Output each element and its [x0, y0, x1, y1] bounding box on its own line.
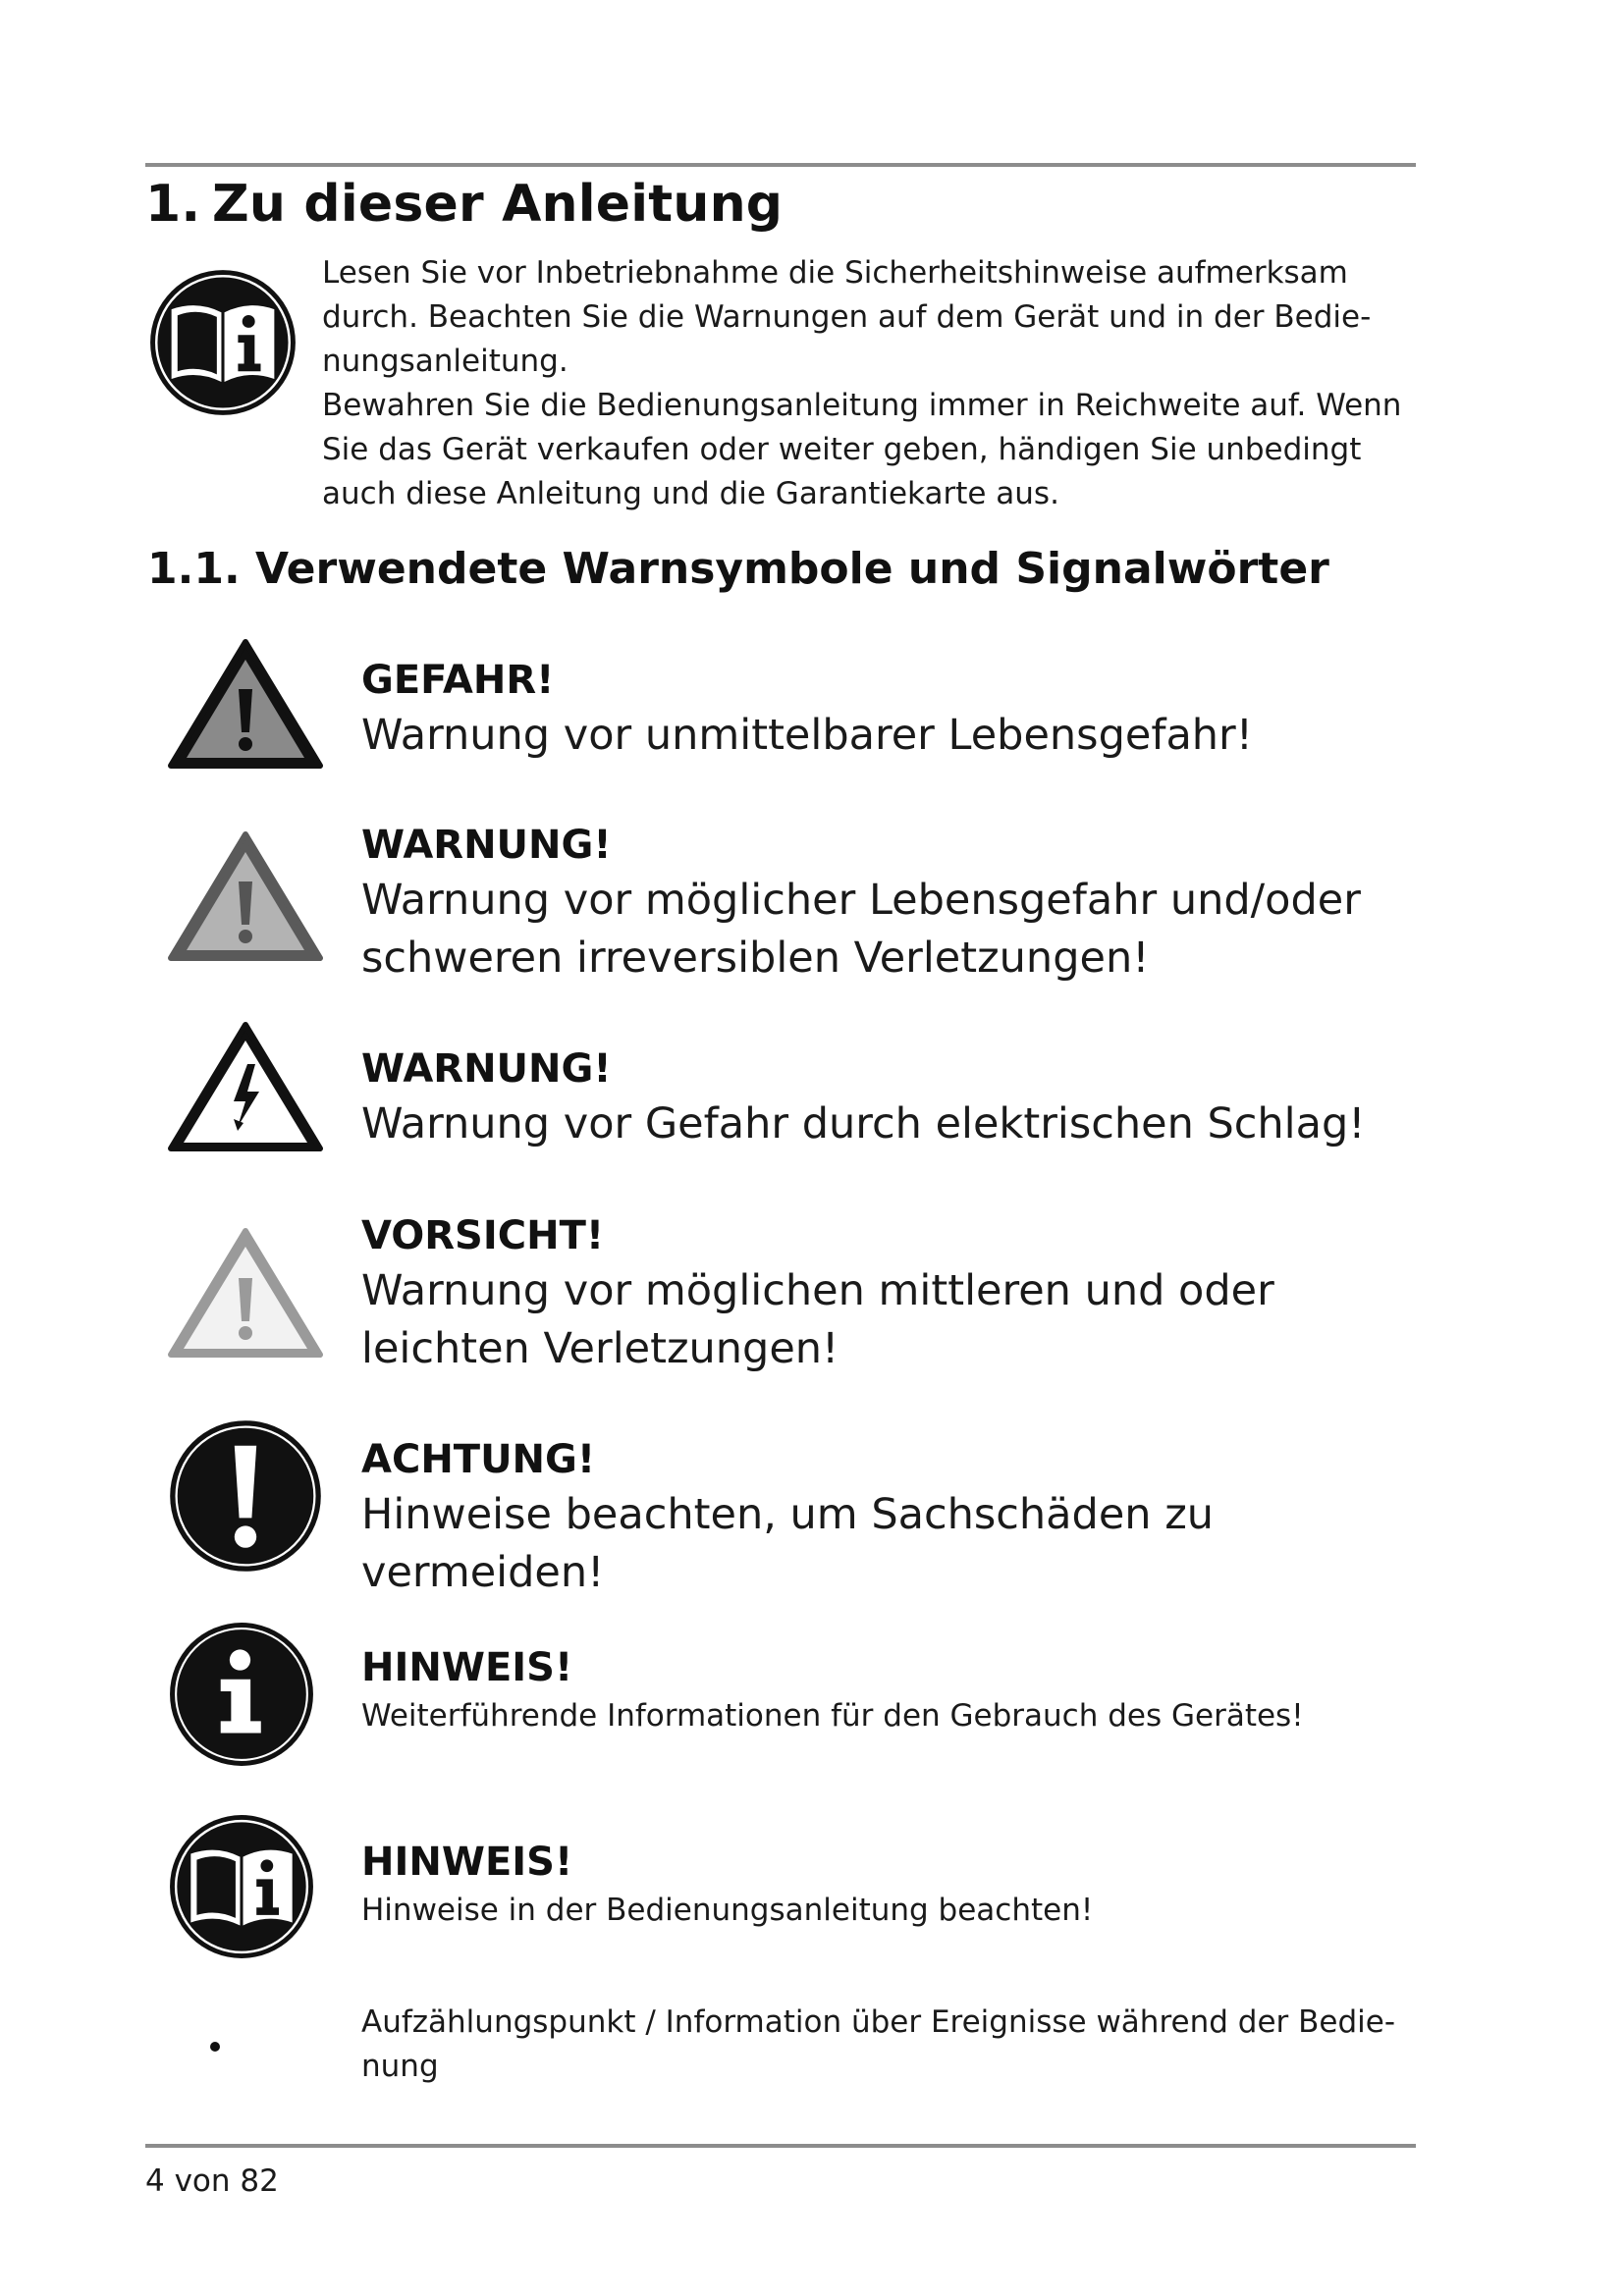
- symbol-entry: [361, 1641, 1422, 1737]
- top-divider: [145, 163, 1416, 167]
- signal-word: HINWEIS!: [361, 1840, 573, 1885]
- bullet-point-icon: [210, 2042, 220, 2052]
- signal-description: Warnung vor möglicher Lebensgefahr und/oder schweren irreversiblen Verletzungen!: [361, 876, 1361, 983]
- intro-paragraph: Lesen Sie vor Inbetriebnahme die Sicherheitshinweise aufmerksam durch. Beachten Sie die Warnungen auf dem Gerät und in der Bedie-nungsanleitung.: [322, 255, 1372, 379]
- page-number: 4 von 82: [145, 2163, 279, 2199]
- section-heading-1-1: [147, 544, 1329, 594]
- manual-info-icon: [147, 267, 298, 418]
- symbol-entry: [361, 1433, 1422, 1602]
- danger-triangle-icon: [167, 638, 324, 772]
- electric-shock-triangle-icon: [167, 1021, 324, 1154]
- caution-triangle-icon: [167, 1227, 324, 1361]
- signal-description: Weiterführende Informationen für den Gebrauch des Gerätes!: [361, 1698, 1304, 1734]
- manual-info-icon: [167, 1812, 316, 1961]
- warning-triangle-icon: [167, 830, 324, 964]
- section-title: Verwendete Warnsymbole und Signalwörter: [255, 544, 1329, 594]
- signal-word: WARNUNG!: [361, 1046, 612, 1092]
- signal-word: ACHTUNG!: [361, 1437, 596, 1482]
- intro-paragraph: Bewahren Sie die Bedienungsanleitung immer in Reichweite auf. Wenn Sie das Gerät verkaufen oder weiter geben, händigen Sie unbedingt auch diese Anleitung und die Garantiekarte aus.: [322, 388, 1402, 511]
- signal-description: Warnung vor möglichen mittleren und oder leichten Verletzungen!: [361, 1266, 1274, 1373]
- signal-description: Hinweise beachten, um Sachschäden zu vermeiden!: [361, 1490, 1215, 1597]
- section-number: 1.1.: [147, 544, 241, 594]
- info-circle-icon: [167, 1620, 316, 1769]
- symbol-entry: [361, 819, 1422, 988]
- signal-word: VORSICHT!: [361, 1213, 605, 1258]
- section-number: 1.: [145, 175, 201, 234]
- bullet-description: Aufzählungspunkt / Information über Ereignisse während der Bedie-nung: [361, 2004, 1396, 2084]
- section-heading-1: [145, 175, 783, 234]
- signal-word: HINWEIS!: [361, 1645, 573, 1690]
- signal-word: GEFAHR!: [361, 658, 555, 703]
- symbol-entry: [361, 1209, 1422, 1378]
- symbol-entry: [361, 654, 1422, 765]
- attention-circle-icon: [167, 1417, 324, 1575]
- signal-word: WARNUNG!: [361, 823, 612, 868]
- bottom-divider: [145, 2144, 1416, 2148]
- signal-description: Warnung vor Gefahr durch elektrischen Schlag!: [361, 1099, 1366, 1148]
- section-title: Zu dieser Anleitung: [212, 175, 784, 234]
- signal-description: Warnung vor unmittelbarer Lebensgefahr!: [361, 711, 1253, 760]
- signal-description: Hinweise in der Bedienungsanleitung beachten!: [361, 1893, 1094, 1928]
- symbol-entry: [361, 1836, 1422, 1932]
- symbol-entry: [361, 1042, 1422, 1153]
- intro-text: [322, 251, 1412, 516]
